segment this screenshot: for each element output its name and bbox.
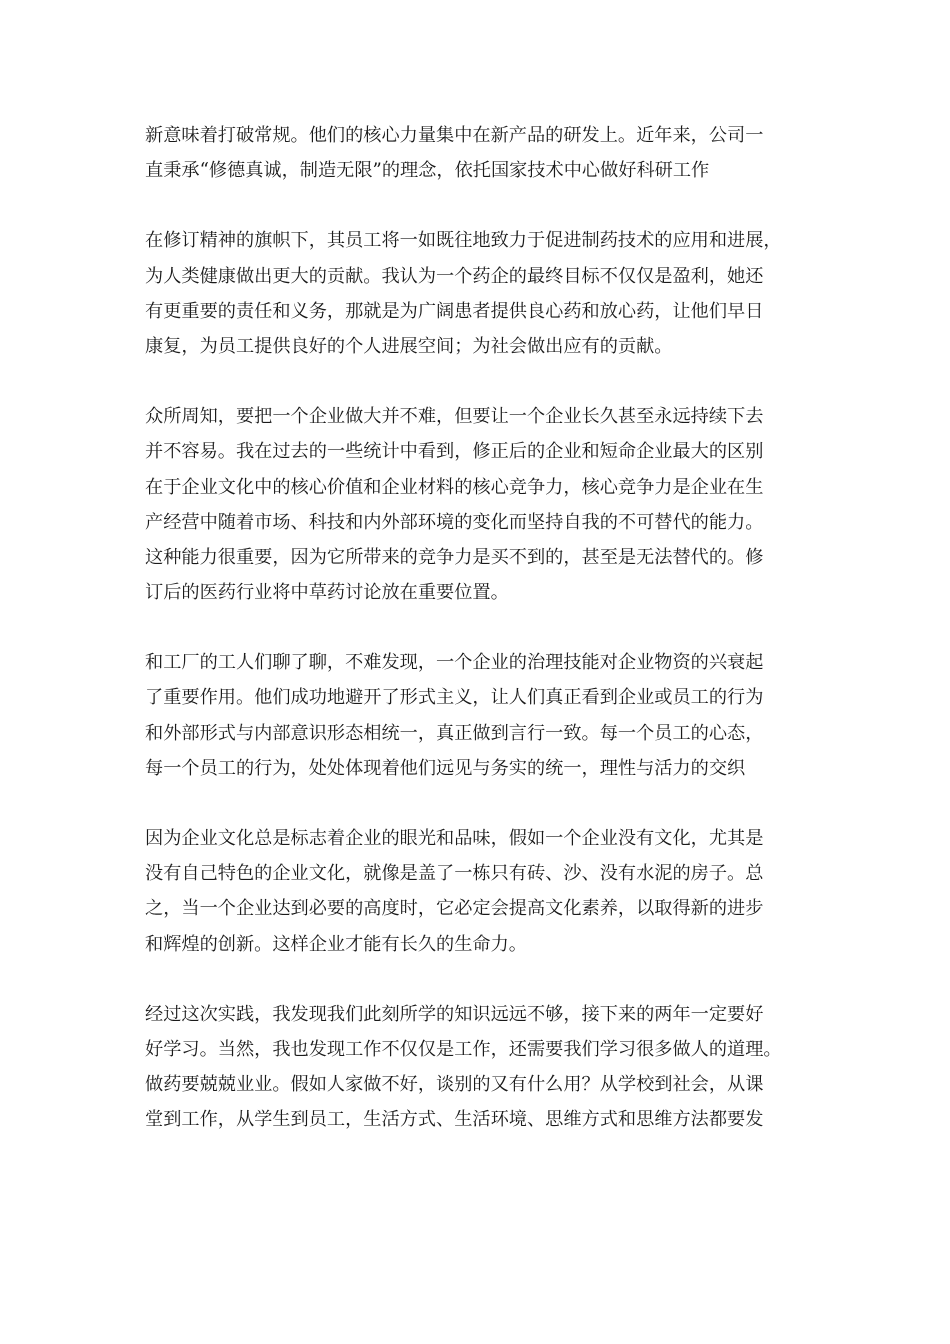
text-line: 和工厂的工人们聊了聊，不难发现，一个企业的治理技能对企业物资的兴衰起	[145, 652, 764, 674]
text-line: 订后的医药行业将中草药讨论放在重要位置。	[145, 582, 509, 604]
text-line: 了重要作用。他们成功地避开了形式主义，让人们真正看到企业或员工的行为	[145, 687, 764, 709]
text-line: 和外部形式与内部意识形态相统一，真正做到言行一致。每一个员工的心态，	[145, 722, 764, 744]
text-line: 好学习。当然，我也发现工作不仅仅是工作，还需要我们学习很多做人的道理。	[145, 1038, 782, 1060]
text-line: 新意味着打破常规。他们的核心力量集中在新产品的研发上。近年来，公司一	[145, 125, 764, 146]
text-line: 这种能力很重要，因为它所带来的竞争力是买不到的，甚至是无法替代的。修	[145, 546, 764, 568]
text-line: 众所周知，要把一个企业做大并不难，但要让一个企业长久甚至永远持续下去	[145, 406, 764, 428]
text-line: 有更重要的责任和义务，那就是为广阔患者提供良心药和放心药，让他们早日	[145, 300, 764, 322]
text-line: 每一个员工的行为，处处体现着他们远见与务实的统一，理性与活力的交织	[145, 757, 746, 779]
document-body	[145, 118, 807, 1173]
paragraph-4	[145, 645, 807, 786]
paragraph-6	[145, 997, 807, 1138]
text-line: 做药要兢兢业业。假如人家做不好，谈别的又有什么用？从学校到社会，从课	[145, 1074, 764, 1096]
text-line: 堂到工作，从学生到员工，生活方式、生活环境、思维方式和思维方法都要发	[145, 1109, 764, 1131]
paragraph-1	[145, 118, 807, 188]
paragraph-2	[145, 223, 807, 364]
text-line: 之，当一个企业达到必要的高度时，它必定会提高文化素养，以取得新的进步	[145, 898, 764, 920]
text-line: 没有自己特色的企业文化，就像是盖了一栋只有砖、沙、没有水泥的房子。总	[145, 863, 764, 885]
text-line: 并不容易。我在过去的一些统计中看到，修正后的企业和短命企业最大的区别	[145, 441, 764, 463]
text-line: 直秉承“修德真诚，制造无限”的理念，依托国家技术中心做好科研工作	[145, 160, 710, 182]
paragraph-3	[145, 399, 807, 610]
text-line: 为人类健康做出更大的贡献。我认为一个药企的最终目标不仅仅是盈利，她还	[145, 265, 764, 287]
text-line: 在修订精神的旗帜下，其员工将一如既往地致力于促进制药技术的应用和进展，	[145, 230, 782, 252]
text-line: 康复，为员工提供良好的个人进展空间；为社会做出应有的贡献。	[145, 335, 673, 357]
text-line: 产经营中随着市场、科技和内外部环境的变化而坚持自我的不可替代的能力。	[145, 511, 764, 533]
paragraph-5	[145, 821, 807, 962]
text-line: 因为企业文化总是标志着企业的眼光和品味，假如一个企业没有文化，尤其是	[145, 828, 764, 849]
text-line: 在于企业文化中的核心价值和企业材料的核心竞争力，核心竞争力是企业在生	[145, 476, 764, 498]
text-line: 经过这次实践，我发现我们此刻所学的知识远远不够，接下来的两年一定要好	[145, 1003, 764, 1025]
text-line: 和辉煌的创新。这样企业才能有长久的生命力。	[145, 933, 527, 955]
